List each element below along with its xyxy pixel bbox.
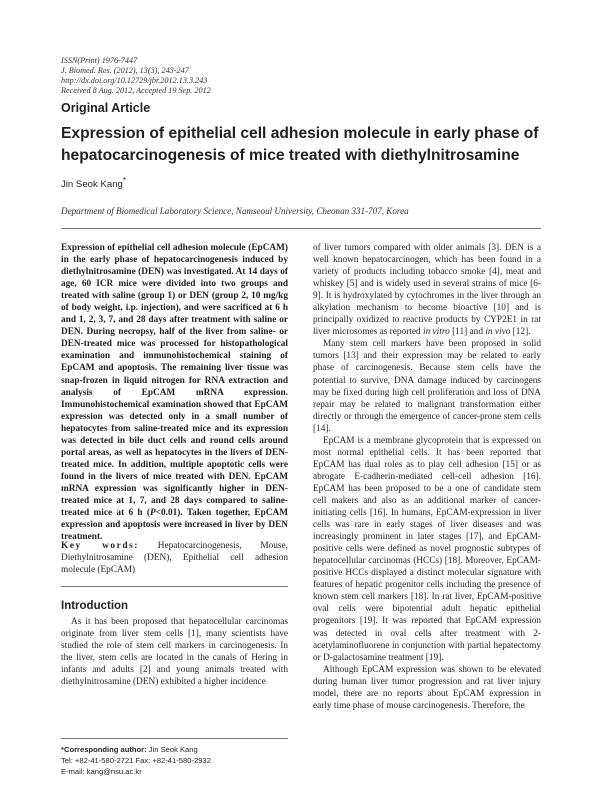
- right-paragraph-1: of liver tumors compared with older animals [3]. DEN is a well known hepatocarcinogen, which has been found in a variety of products including tobacco smoke [4], meat and whiskey [5] and is widely used in several strains of mice [6-9]. It is hydroxylated by cytochromes in the liver through an alkylation mechanism to become bioactive [10] and is principally oxidized to reactive products by CYP2E1 in rat liver microsomes as reported in vitro [11] and in vivo [12].: [313, 243, 541, 338]
- right-paragraph-4: Although EpCAM expression was shown to be elevated during human liver tumor progression and rat liver injury model, there are no reports about EpCAM expression in early time phase of mouse carcinogenesis. Therefore, the: [313, 664, 541, 711]
- journal-citation: J. Biomed. Res. (2012), 13(3), 243-247: [61, 66, 189, 75]
- keywords-divider: [61, 586, 288, 587]
- received-dates: Received 8 Aug. 2012, Accepted 19 Sep. 2012: [61, 86, 211, 95]
- author-name: Jin Seok Kang: [61, 179, 123, 191]
- abstract: [61, 242, 288, 543]
- contact-phone: Tel: +82-41-580-2721 Fax: +82-41-580-2932: [61, 756, 211, 765]
- keywords-label: Key words:: [61, 541, 140, 551]
- introduction-left: [61, 616, 288, 688]
- contact-email[interactable]: E-mail: kang@nsu.ac.kr: [61, 767, 142, 776]
- author-line: [61, 176, 126, 190]
- corresponding-name: Jin Seok Kang: [146, 745, 198, 754]
- intro-paragraph-1: As it has been proposed that hepatocellular carcinomas originate from liver stem cells [1], many scientists have studied the role of stem cell markers in carcinogenesis. In the liver, stem cells are located in the canals of Hering in infants and adults [2] and young animals treated with diethylnitrosamine (DEN) exhibited a higher incidence: [61, 617, 288, 688]
- corresponding-label: *Corresponding author:: [61, 745, 147, 754]
- right-paragraph-2: Many stem cell markers have been proposed in solid tumors [13] and their expression may be related to early phase of carcinogenesis. Because stem cells have the potential to survive, DNA damage induced by carcinogens may be fixed during high cell proliferation and loss of DNA repair may be related to malignant transformation either directly or through the emergence of cancer-prone stem cells [14].: [313, 339, 541, 434]
- title-line-2: hepatocarcinogenesis of mice treated with diethylnitrosamine: [61, 147, 520, 164]
- corresponding-mark: *: [122, 176, 126, 185]
- title-line-1: Expression of epithelial cell adhesion molecule in early phase of: [61, 125, 539, 142]
- keywords-text: Hepatocarcinogenesis, Mouse, Diethylnitrosamine (DEN), Epithelial cell adhesion molecule (EpCAM): [61, 541, 288, 576]
- journal-meta: [61, 56, 211, 96]
- correspondence: [61, 744, 288, 777]
- right-paragraph-3: EpCAM is a membrane glycoprotein that is expressed on most normal epithelial cells. It has been reported that EpCAM has dual roles as to play cell adhesion [15] or as abrogate E-cadherin-mediated cell-cell adhesion [16]. EpCAM has been proposed to be a one of candidate stem cell makers and also as an additional marker of cancer-initiating cells [16]. In humans, EpCAM-expression in liver cells was rare in early stages of liver diseases and was increasingly prominent in later stages [17], and EpCAM-positive cells were defined as novel prognostic subtypes of hepatocellular carcinomas (HCCs) [18]. Moreover, EpCAM-positive HCCs displayed a distinct molecular signature with features of hepatic progenitor cells including the presence of known stem cell markers [18]. In rat liver, EpCAM-positive oval cells were bipotential adult hepatic epithelial progenitors [19]. It was reported that EpCAM expression was detected in oval cells after treatment with 2-acetylaminofluorene in conjunction with partial hepatectomy or D-galactosamine treatment [19].: [313, 435, 541, 663]
- issn: ISSN(Print) 1976-7447: [61, 56, 138, 65]
- right-column: [313, 242, 541, 712]
- affiliation: Department of Biomedical Laboratory Science, Namseoul University, Cheonan 331-707, Korea: [61, 206, 409, 216]
- doi-link[interactable]: http://dx.doi.org/10.12729/jbr.2012.13.3.243: [61, 76, 208, 85]
- footnote-divider: [61, 738, 288, 739]
- section-heading-introduction: Introduction: [61, 600, 129, 612]
- keywords: [61, 540, 288, 576]
- header-divider: [61, 228, 541, 229]
- paper-title: [61, 123, 541, 167]
- abstract-text: Expression of epithelial cell adhesion molecule (EpCAM) in the early phase of hepatocarcinogenesis induced by diethylnitrosamine (DEN) was investigated. At 14 days of age, 60 ICR mice were divided into two groups and treated with saline (group 1) or DEN (group 2, 10 mg/kg of body weight, i.p. injection), and were sacrificed at 6 h and 1, 2, 3, 7, and 28 days after treatment with saline or DEN. During necropsy, half of the liver from saline- or DEN-treated mice was processed for histopathological examination and immunohistochemical staining of EpCAM and apoptosis. The remaining liver tissue was snap-frozen in liquid nitrogen for RNA extraction and analysis of EpCAM mRNA expression. Immunohistochemical examination showed that EpCAM expression was detected only in a small number of hepatocytes from saline-treated mice and its expression was detected in bile duct cells and round cells around portal areas, as well as hepatocytes in the livers of DEN-treated mice. In addition, multiple apoptotic cells were found in the livers of mice treated with DEN. EpCAM mRNA expression was significantly higher in DEN-treated mice at 1, 7, and 28 days compared to saline-treated mice at 6 h (P<0.01). Taken together, EpCAM expression and apoptosis were increased in liver by DEN treatment.: [61, 243, 288, 543]
- article-type: Original Article: [61, 101, 151, 115]
